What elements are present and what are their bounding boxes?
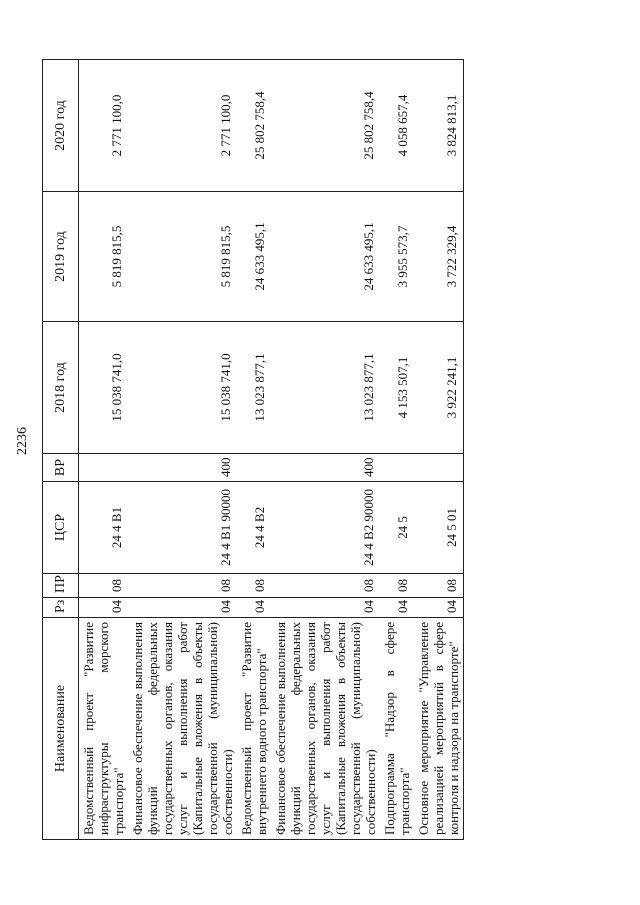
table-row [237, 60, 271, 840]
row-2018: 4 153 507,1 [380, 322, 414, 454]
row-2019: 24 633 495,1 [237, 192, 271, 322]
row-csr: 24 4 В1 90000 [128, 482, 237, 574]
header-pr: ПР [43, 574, 79, 598]
row-rz: 04 [79, 598, 129, 618]
row-2020: 25 802 758,4 [271, 60, 380, 192]
row-2018: 3 922 241,1 [414, 322, 464, 454]
row-pr: 08 [271, 574, 380, 598]
row-2020: 2 771 100,0 [79, 60, 129, 192]
row-pr: 08 [237, 574, 271, 598]
row-csr: 24 4 В2 [237, 482, 271, 574]
row-vr: 400 [271, 454, 380, 482]
header-rz: Рз [43, 598, 79, 618]
row-name: Основное мероприятие "Управление реализацией мероприятий в сфере контроля и надзора на транспорте" [414, 618, 464, 840]
row-vr [380, 454, 414, 482]
table-row [414, 60, 464, 840]
header-2018: 2018 год [43, 322, 79, 454]
row-2020: 25 802 758,4 [237, 60, 271, 192]
row-name: Подпрограмма "Надзор в сфере транспорта" [380, 618, 414, 840]
budget-table-container [42, 60, 602, 840]
header-vr: ВР [43, 454, 79, 482]
row-2019: 24 633 495,1 [271, 192, 380, 322]
row-2019: 3 955 573,7 [380, 192, 414, 322]
header-name: Наименование [43, 618, 79, 840]
row-2019: 3 722 329,4 [414, 192, 464, 322]
row-csr: 24 5 01 [414, 482, 464, 574]
row-rz: 04 [271, 598, 380, 618]
row-2019: 5 819 815,5 [79, 192, 129, 322]
row-pr: 08 [128, 574, 237, 598]
row-2018: 13 023 877,1 [271, 322, 380, 454]
row-pr: 08 [79, 574, 129, 598]
header-2019: 2019 год [43, 192, 79, 322]
row-2018: 15 038 741,0 [128, 322, 237, 454]
row-vr [79, 454, 129, 482]
row-rz: 04 [414, 598, 464, 618]
budget-table [42, 59, 464, 840]
row-pr: 08 [380, 574, 414, 598]
table-row [79, 60, 129, 840]
table-header-row [43, 60, 79, 840]
table-row [128, 60, 237, 840]
row-name: Ведомственный проект "Развитие инфраструктуры морского транспорта" [79, 618, 129, 840]
row-name: Финансовое обеспечение выполнения функций федеральных государственных органов, оказания услуг и выполнения работ (Капитальные вложения в объекты государственной (муниципальной) собственности) [271, 618, 380, 840]
row-2019: 5 819 815,5 [128, 192, 237, 322]
row-rz: 04 [128, 598, 237, 618]
page-number-text: 2236 [15, 427, 30, 455]
header-csr: ЦСР [43, 482, 79, 574]
table-row [271, 60, 380, 840]
row-rz: 04 [237, 598, 271, 618]
table-row [380, 60, 414, 840]
row-vr: 400 [128, 454, 237, 482]
row-2020: 3 824 813,1 [414, 60, 464, 192]
row-csr: 24 4 В1 [79, 482, 129, 574]
header-2020: 2020 год [43, 60, 79, 192]
row-vr [414, 454, 464, 482]
row-2018: 13 023 877,1 [237, 322, 271, 454]
row-name: Ведомственный проект "Развитие внутреннего водного транспорта" [237, 618, 271, 840]
row-name: Финансовое обеспечение выполнения функций федеральных государственных органов, оказания услуг и выполнения работ (Капитальные вложения в объекты государственной (муниципальной) собственности) [128, 618, 237, 840]
row-2020: 4 058 657,4 [380, 60, 414, 192]
row-rz: 04 [380, 598, 414, 618]
row-csr: 24 4 В2 90000 [271, 482, 380, 574]
row-csr: 24 5 [380, 482, 414, 574]
row-vr [237, 454, 271, 482]
row-2018: 15 038 741,0 [79, 322, 129, 454]
page-number [8, 427, 38, 455]
row-2020: 2 771 100,0 [128, 60, 237, 192]
row-pr: 08 [414, 574, 464, 598]
